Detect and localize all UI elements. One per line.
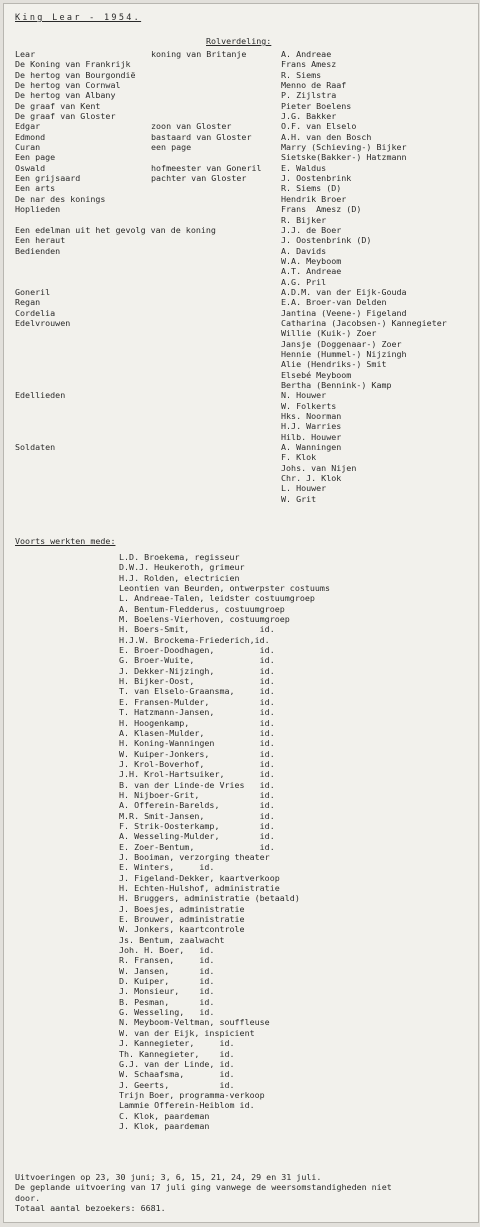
crew-line: A. Wesseling-Mulder, id. [119, 831, 275, 842]
cast-row [15, 390, 475, 400]
crew-line: H. Boers-Smit, id. [119, 624, 275, 635]
cast-row [15, 359, 475, 369]
crew-list [119, 552, 469, 1131]
cast-description [151, 90, 281, 100]
cast-description [151, 70, 281, 80]
crew-line: A. Bentum-Fledderus, costuumgroep [119, 603, 285, 614]
cast-row [15, 235, 475, 245]
cast-row [15, 70, 475, 80]
cast-actor: J. Oostenbrink [281, 173, 352, 184]
cast-description [151, 101, 281, 111]
cast-role: Een arts [15, 183, 56, 194]
cast-row [15, 432, 475, 442]
cast-role [15, 277, 151, 287]
cast-actor: Chr. J. Klok [281, 473, 342, 484]
cast-row [15, 473, 475, 483]
cast-description [151, 390, 281, 400]
crew-line: Leontien van Beurden, ontwerpster costuums [119, 583, 330, 594]
cast-description [151, 432, 281, 442]
cast-description [151, 246, 281, 256]
cast-row [15, 256, 475, 266]
cast-role: Edmond [15, 131, 46, 142]
cast-description [151, 339, 281, 349]
cast-row [15, 339, 475, 349]
cast-description [151, 494, 281, 504]
document-page [3, 3, 479, 1223]
cast-row [15, 194, 475, 204]
cast-actor: Hennie (Hummel-) Nijzingh [281, 348, 407, 359]
cast-description [151, 463, 281, 473]
crew-line: J. Monsieur, id. [119, 986, 215, 997]
cast-actor: Pieter Boelens [281, 100, 352, 111]
cast-role: Edgar [15, 121, 41, 132]
cast-actor: R. Bijker [281, 214, 327, 225]
cast-actor: P. Zijlstra [281, 90, 337, 101]
cast-actor: Hilb. Houwer [281, 431, 342, 442]
cast-role [15, 339, 151, 349]
crew-line: A. Offerein-Barelds, id. [119, 800, 275, 811]
cast-actor: A. Davids [281, 245, 327, 256]
cast-role [15, 452, 151, 462]
cast-actor: A.D.M. van der Eijk-Gouda [281, 286, 407, 297]
cast-description [151, 183, 281, 193]
crew-line: E. Zoer-Bentum, id. [119, 841, 275, 852]
cast-actor: R. Siems [281, 69, 322, 80]
cast-description [151, 380, 281, 390]
cast-row [15, 49, 475, 59]
cast-actor: E.A. Broer-van Delden [281, 297, 387, 308]
cast-row [15, 277, 475, 287]
cast-description [151, 266, 281, 276]
cast-row [15, 308, 475, 318]
cast-actor: A. Andreae [281, 49, 332, 59]
crew-line: H. Hoogenkamp, id. [119, 717, 275, 728]
cast-description [151, 452, 281, 462]
cast-row [15, 152, 475, 162]
cast-role: Een edelman uit het gevolg van de koning [15, 224, 216, 235]
cast-heading: Rolverdeling: [206, 36, 272, 46]
cast-actor: Jantina (Veene-) Figeland [281, 307, 407, 318]
cast-actor: J.J. de Boer [281, 224, 342, 235]
cast-row [15, 421, 475, 431]
cast-description [151, 473, 281, 483]
crew-line: G. Broer-Wuite, id. [119, 655, 275, 666]
cast-role [15, 494, 151, 504]
cast-row [15, 442, 475, 452]
crew-line: H.J.W. Brockema-Friederich,id. [119, 634, 270, 645]
cast-description: hofmeester van Goneril [151, 162, 262, 173]
crew-line: W. Kuiper-Jonkers, id. [119, 748, 275, 759]
cast-role: Bedienden [15, 245, 61, 256]
crew-line: M. Boelens-Vierhoven, costuumgroep [119, 614, 290, 625]
crew-line: F. Strik-Oosterkamp, id. [119, 820, 275, 831]
crew-line: N. Meyboom-Veltman, souffleuse [119, 1017, 270, 1028]
cast-row [15, 452, 475, 462]
cast-actor: Elsebé Meyboom [281, 369, 352, 380]
crew-line: J. Kannegieter, id. [119, 1038, 235, 1049]
cast-role: Edellieden [15, 390, 66, 401]
cast-role [15, 370, 151, 380]
cast-actor: Johs. van Nijen [281, 462, 357, 473]
crew-line: H.J. Rolden, electricien [119, 572, 240, 583]
cast-role [15, 266, 151, 276]
crew-line: J. Figeland-Dekker, kaartverkoop [119, 872, 280, 883]
cast-role: De nar des konings [15, 193, 106, 204]
crew-line: Th. Kannegieter, id. [119, 1048, 235, 1059]
cast-role: Soldaten [15, 442, 56, 453]
cast-row [15, 287, 475, 297]
crew-line: H. Nijboer-Grit, id. [119, 789, 275, 800]
footer-line: De geplande uitvoering van 17 juli ging vanwege de weersomstandigheden niet [15, 1182, 392, 1193]
cast-role: Een grijsaard [15, 173, 81, 184]
cast-role: Edelvrouwen [15, 317, 71, 328]
cast-actor: W. Grit [281, 493, 317, 504]
cast-actor: R. Siems (D) [281, 183, 342, 194]
cast-actor: Marry (Schieving-) Bijker [281, 142, 407, 153]
cast-description [151, 308, 281, 318]
cast-role [15, 432, 151, 442]
cast-role: De hertog van Cornwal [15, 80, 121, 91]
cast-row [15, 215, 475, 225]
cast-row [15, 328, 475, 338]
cast-role [15, 421, 151, 431]
cast-list [15, 49, 475, 504]
crew-line: W. Jonkers, kaartcontrole [119, 924, 245, 935]
crew-line: J. Geerts, id. [119, 1079, 235, 1090]
cast-actor: N. Houwer [281, 390, 327, 401]
footer-line: door. [15, 1192, 41, 1203]
crew-line: H. Bijker-Oost, id. [119, 676, 275, 687]
cast-actor: A.T. Andreae [281, 266, 342, 277]
cast-actor: A.H. van den Bosch [281, 131, 372, 142]
crew-line: D. Kuiper, id. [119, 976, 215, 987]
cast-description [151, 256, 281, 266]
cast-role: Lear [15, 49, 36, 59]
cast-actor: Frans Amesz [281, 59, 337, 70]
crew-line: T. Hatzmann-Jansen, id. [119, 707, 275, 718]
crew-line: E. Winters, id. [119, 862, 215, 873]
cast-role [15, 359, 151, 369]
cast-row [15, 411, 475, 421]
crew-line: W. van der Eijk, inspicient [119, 1027, 255, 1038]
cast-description [151, 235, 281, 245]
cast-description [151, 401, 281, 411]
cast-row [15, 463, 475, 473]
crew-heading: Voorts werkten mede: [15, 536, 116, 546]
cast-actor: Jansje (Doggenaar-) Zoer [281, 338, 402, 349]
crew-line: Trijn Boer, programma-verkoop [119, 1089, 265, 1100]
cast-actor: Hendrik Broer [281, 193, 347, 204]
cast-actor: Hks. Noorman [281, 411, 342, 422]
cast-description [151, 349, 281, 359]
cast-row [15, 225, 475, 235]
cast-role: Een heraut [15, 235, 66, 246]
cast-role: Oswald [15, 162, 46, 173]
cast-description [151, 483, 281, 493]
cast-actor: Menno de Raaf [281, 80, 347, 91]
crew-line: H. Koning-Wanningen id. [119, 738, 275, 749]
cast-role [15, 473, 151, 483]
cast-actor: J. Oostenbrink (D) [281, 235, 372, 246]
crew-line: H. Bruggers, administratie (betaald) [119, 893, 300, 904]
cast-row [15, 494, 475, 504]
cast-role: Cordelia [15, 307, 56, 318]
cast-role: Goneril [15, 286, 51, 297]
cast-description: pachter van Gloster [151, 173, 247, 184]
cast-actor: J.G. Bakker [281, 111, 337, 122]
cast-description [151, 318, 281, 328]
crew-line: R. Fransen, id. [119, 955, 215, 966]
cast-row [15, 142, 475, 152]
cast-row [15, 370, 475, 380]
crew-line: W. Jansen, id. [119, 965, 215, 976]
cast-role: Regan [15, 297, 41, 308]
document-title: King Lear - 1954. [15, 13, 142, 23]
crew-line: J. Klok, paardeman [119, 1120, 210, 1131]
cast-description [151, 152, 281, 162]
crew-line: G.J. van der Linde, id. [119, 1058, 235, 1069]
cast-actor: Catharina (Jacobsen-) Kannegieter [281, 317, 447, 328]
crew-line: E. Brouwer, administratie [119, 914, 245, 925]
cast-role: Hoplieden [15, 204, 61, 215]
cast-row [15, 121, 475, 131]
crew-line: J. Booiman, verzorging theater [119, 851, 270, 862]
crew-line: H. Echten-Hulshof, administratie [119, 883, 280, 893]
cast-description [151, 442, 281, 452]
cast-row [15, 90, 475, 100]
cast-row [15, 483, 475, 493]
cast-role: De graaf van Kent [15, 100, 101, 111]
cast-role [15, 256, 151, 266]
cast-row [15, 163, 475, 173]
crew-line: J. Krol-Boverhof, id. [119, 758, 275, 769]
cast-role [15, 215, 151, 225]
cast-role [15, 328, 151, 338]
cast-actor: Frans Amesz (D) [281, 204, 362, 215]
crew-line: E. Fransen-Mulder, id. [119, 696, 275, 707]
cast-row [15, 101, 475, 111]
cast-role: De graaf van Gloster [15, 111, 116, 122]
cast-description [151, 277, 281, 287]
cast-row [15, 318, 475, 328]
crew-line: T. van Elselo-Graansma, id. [119, 686, 275, 697]
cast-description [151, 421, 281, 431]
cast-row [15, 132, 475, 142]
cast-description [151, 297, 281, 307]
cast-row [15, 173, 475, 183]
footer-line: Totaal aantal bezoekers: 6681. [15, 1203, 166, 1214]
cast-actor: Willie (Kuik-) Zoer [281, 328, 377, 339]
crew-line: Lammie Offerein-Heiblom id. [119, 1100, 255, 1111]
cast-row [15, 380, 475, 390]
cast-row [15, 246, 475, 256]
cast-role: De hertog van Albany [15, 90, 116, 101]
crew-line: J. Dekker-Nijzingh, id. [119, 665, 275, 676]
cast-actor: O.F. van Elselo [281, 121, 357, 132]
cast-description [151, 359, 281, 369]
cast-description [151, 370, 281, 380]
crew-line: A. Klasen-Mulder, id. [119, 727, 275, 738]
crew-line: Js. Bentum, zaalwacht [119, 934, 225, 945]
cast-description: koning van Britanje [151, 49, 247, 59]
crew-line: L.D. Broekema, regisseur [119, 552, 240, 562]
cast-description [151, 204, 281, 214]
crew-line: J.H. Krol-Hartsuiker, id. [119, 769, 275, 780]
cast-role [15, 483, 151, 493]
cast-row [15, 297, 475, 307]
cast-actor: W. Folkerts [281, 400, 337, 411]
cast-actor: Sietske(Bakker-) Hatzmann [281, 152, 407, 163]
cast-role [15, 380, 151, 390]
crew-line: Joh. H. Boer, id. [119, 945, 215, 956]
cast-row [15, 111, 475, 121]
cast-description [151, 194, 281, 204]
crew-line: C. Klok, paardeman [119, 1110, 210, 1121]
cast-actor: Alie (Hendriks-) Smit [281, 359, 387, 370]
footer-line: Uitvoeringen op 23, 30 juni; 3, 6, 15, 21, 24, 29 en 31 juli. [15, 1172, 322, 1182]
cast-actor: F. Klok [281, 452, 317, 463]
cast-role [15, 463, 151, 473]
cast-role: Curan [15, 142, 41, 153]
cast-row [15, 183, 475, 193]
cast-actor: Bertha (Bennink-) Kamp [281, 380, 392, 390]
cast-row [15, 349, 475, 359]
crew-line: M.R. Smit-Jansen, id. [119, 810, 275, 821]
cast-description [151, 328, 281, 338]
cast-description: een page [151, 142, 192, 153]
cast-row [15, 59, 475, 69]
cast-description [151, 287, 281, 297]
crew-line: E. Broer-Doodhagen, id. [119, 645, 275, 656]
crew-line: L. Andreae-Talen, leidster costuumgroep [119, 593, 315, 604]
cast-actor: E. Waldus [281, 162, 327, 173]
cast-row [15, 266, 475, 276]
crew-line: J. Boesjes, administratie [119, 903, 245, 914]
crew-line: W. Schaafsma, id. [119, 1069, 235, 1080]
cast-role [15, 401, 151, 411]
crew-line: B. Pesman, id. [119, 996, 215, 1007]
cast-row [15, 401, 475, 411]
cast-description: zoon van Gloster [151, 121, 232, 132]
cast-role [15, 349, 151, 359]
cast-role: Een page [15, 152, 56, 163]
cast-description: bastaard van Gloster [151, 131, 252, 142]
cast-description [151, 111, 281, 121]
cast-description [151, 59, 281, 69]
cast-role: De Koning van Frankrijk [15, 59, 131, 70]
cast-actor: H.J. Warries [281, 421, 342, 432]
cast-row [15, 80, 475, 90]
cast-description [151, 215, 281, 225]
cast-row [15, 204, 475, 214]
cast-description [151, 411, 281, 421]
performance-notes [15, 1172, 475, 1213]
cast-role [15, 411, 151, 421]
cast-description [151, 80, 281, 90]
crew-line: B. van der Linde-de Vries id. [119, 779, 275, 790]
cast-actor: A.G. Pril [281, 276, 327, 287]
cast-actor: W.A. Meyboom [281, 255, 342, 266]
crew-line: G. Wesseling, id. [119, 1007, 215, 1018]
cast-actor: A. Wanningen [281, 442, 342, 453]
crew-line: D.W.J. Heukeroth, grimeur [119, 562, 245, 573]
cast-actor: L. Houwer [281, 483, 327, 494]
cast-role: De hertog van Bourgondië [15, 69, 136, 80]
